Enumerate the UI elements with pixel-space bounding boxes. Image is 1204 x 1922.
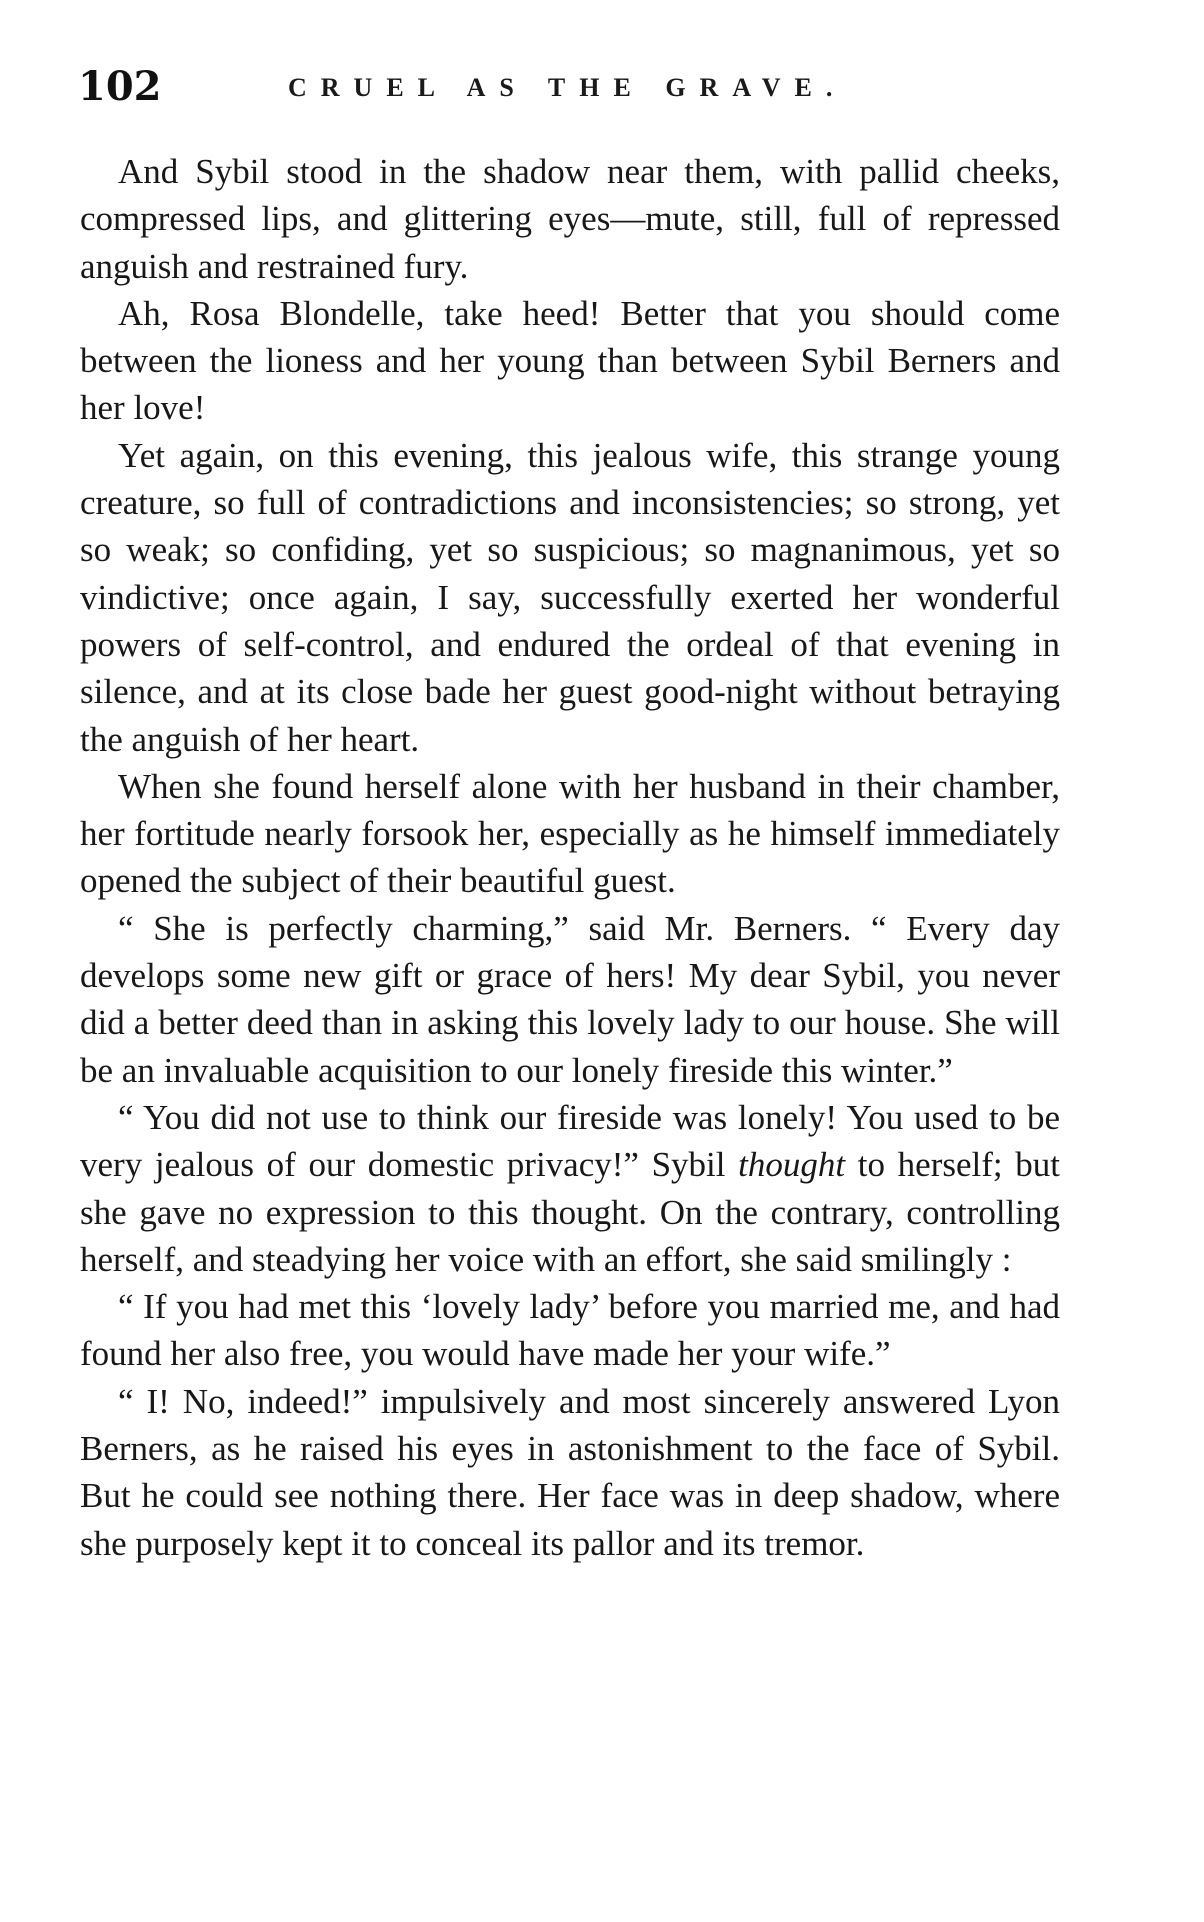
page-number: 102 bbox=[78, 63, 162, 110]
running-title: CRUEL AS THE GRAVE. bbox=[288, 73, 847, 102]
paragraph-6-before: “ You did not use to think our fireside was lonely! You used to be very jealous of our domestic privacy!” Sybil bbox=[80, 1097, 1060, 1185]
paragraph-6-after: to herself; but she gave no expression to this thought. On the contrary, controlling herself, and steadying her voice with an effort, she said smilingly : bbox=[80, 1145, 1060, 1279]
paragraph-2: Ah, Rosa Blondelle, take heed! Better that you should come between the lioness and her young than between Sybil Berners and her love! bbox=[80, 293, 1060, 428]
body-text bbox=[80, 148, 1060, 1567]
paragraph-3: Yet again, on this evening, this jealous wife, this strange young creature, so full of contradictions and inconsistencies; so strong, yet so weak; so confiding, yet so suspicious; so magnanimous, yet so vindictive; once again, I say, successfully exerted her wonderful powers of self-control, and endured the ordeal of that evening in silence, and at its close bade her guest good-night without betraying the anguish of her heart. bbox=[80, 435, 1060, 759]
paragraph-5: “ She is perfectly charming,” said Mr. Berners. “ Every day develops some new gift or grace of hers! My dear Sybil, you never did a better deed than in asking this lovely lady to our house. She will be an invaluable acquisition to our lonely fireside this winter.” bbox=[80, 908, 1060, 1090]
paragraph-7: “ If you had met this ‘lovely lady’ before you married me, and had found her also free, you would have made her your wife.” bbox=[80, 1287, 1060, 1374]
paragraph-4: When she found herself alone with her husband in their chamber, her fortitude nearly forsook her, especially as he himself immediately opened the subject of their beautiful guest. bbox=[80, 766, 1060, 901]
paragraph-6-emphasis: thought bbox=[738, 1145, 846, 1185]
page-header bbox=[78, 62, 1058, 112]
paragraph-8: “ I! No, indeed!” impulsively and most sincerely answered Lyon Berners, as he raised his eyes in astonishment to the face of Sybil. But he could see nothing there. Her face was in deep shadow, where she purposely kept it to conceal its pallor and its tremor. bbox=[80, 1381, 1060, 1563]
paragraph-6 bbox=[80, 1094, 1060, 1283]
paragraph-1: And Sybil stood in the shadow near them, with pallid cheeks, compressed lips, and glittering eyes—mute, still, full of repressed anguish and restrained fury. bbox=[80, 152, 1060, 286]
